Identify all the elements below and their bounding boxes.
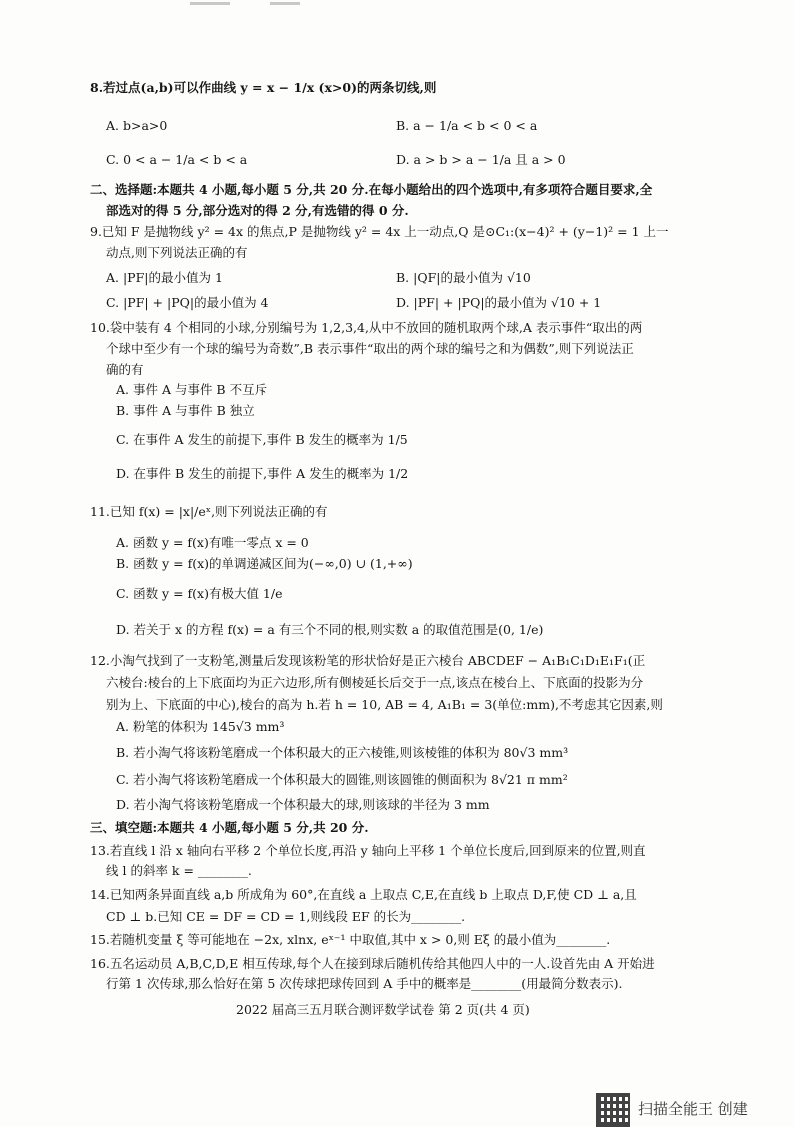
text-line: A. 事件 A 与事件 B 不互斥: [116, 382, 268, 397]
text-line: 8.若过点(a,b)可以作曲线 y = x − 1/x (x>0)的两条切线,则: [90, 80, 437, 95]
text-line: 确的有: [106, 362, 144, 377]
text-line: 行第 1 次传球,那么恰好在第 5 次传球把球传回到 A 手中的概率是________(用最简分数表示).: [106, 976, 623, 991]
text-line: A. b>a>0: [106, 118, 168, 133]
text-line: 13.若直线 l 沿 x 轴向右平移 2 个单位长度,再沿 y 轴向上平移 1 个单位长度后,回到原来的位置,则直: [90, 843, 646, 858]
text-line: 三、填空题:本题共 4 小题,每小题 5 分,共 20 分.: [90, 820, 369, 835]
text-line: 二、选择题:本题共 4 小题,每小题 5 分,共 20 分.在每小题给出的四个选项中,有多项符合题目要求,全: [90, 182, 653, 197]
text-line: 16.五名运动员 A,B,C,D,E 相互传球,每个人在接到球后随机传给其他四人中的一人.设首先由 A 开始进: [90, 956, 655, 971]
text-line: B. |QF|的最小值为 √10: [396, 270, 531, 285]
text-line: D. 若关于 x 的方程 f(x) = a 有三个不同的根,则实数 a 的取值范围是(0, 1/e): [116, 622, 544, 637]
text-line: C. 若小淘气将该粉笔磨成一个体积最大的圆锥,则该圆锥的侧面积为 8√21 π mm²: [116, 772, 568, 787]
text-line: A. 粉笔的体积为 145√3 mm³: [116, 719, 285, 734]
text-line: D. a > b > a − 1/a 且 a > 0: [396, 152, 566, 167]
text-line: C. |PF| + |PQ|的最小值为 4: [106, 295, 269, 310]
text-line: B. 函数 y = f(x)的单调递减区间为(−∞,0) ∪ (1,+∞): [116, 556, 413, 571]
text-line: A. |PF|的最小值为 1: [106, 270, 223, 285]
page-footer: 2022 届高三五月联合测评数学试卷 第 2 页(共 4 页): [236, 1002, 530, 1017]
text-line: C. 函数 y = f(x)有极大值 1/e: [116, 586, 283, 601]
text-line: 线 l 的斜率 k = ________.: [106, 863, 252, 878]
text-line: 9.已知 F 是抛物线 y² = 4x 的焦点,P 是抛物线 y² = 4x 上一动点,Q 是⊙C₁:(x−4)² + (y−1)² = 1 上一: [90, 224, 669, 239]
text-line: A. 函数 y = f(x)有唯一零点 x = 0: [116, 535, 309, 550]
text-line: D. 若小淘气将该粉笔磨成一个体积最大的球,则该球的半径为 3 mm: [116, 797, 490, 812]
text-line: 六棱台:棱台的上下底面均为正六边形,所有侧棱延长后交于一点,该点在棱台上、下底面的投影为分: [106, 675, 644, 690]
qr-code-icon: [596, 1093, 630, 1127]
text-line: 动点,则下列说法正确的有: [106, 245, 248, 260]
scanner-watermark: 扫描全能王 创建: [638, 1100, 748, 1118]
text-line: B. a − 1/a < b < 0 < a: [396, 118, 538, 133]
text-line: 11.已知 f(x) = |x|/eˣ,则下列说法正确的有: [90, 504, 328, 519]
text-line: 个球中至少有一个球的编号为奇数”,B 表示事件“取出的两个球的编号之和为偶数”,则下列说法正: [106, 341, 634, 356]
text-line: 别为上、下底面的中心),棱台的高为 h.若 h = 10, AB = 4, A₁B₁ = 3(单位:mm),不考虑其它因素,则: [106, 697, 663, 712]
text-line: D. |PF| + |PQ|的最小值为 √10 + 1: [396, 295, 602, 310]
text-line: 14.已知两条异面直线 a,b 所成角为 60°,在直线 a 上取点 C,E,在直线 b 上取点 D,F,使 CD ⊥ a,且: [90, 887, 637, 902]
text-line: 部选对的得 5 分,部分选对的得 2 分,有选错的得 0 分.: [106, 203, 409, 218]
text-line: CD ⊥ b.已知 CE = DF = CD = 1,则线段 EF 的长为________.: [106, 909, 466, 924]
text-line: 10.袋中装有 4 个相同的小球,分别编号为 1,2,3,4,从中不放回的随机取两个球,A 表示事件“取出的两: [90, 320, 643, 335]
text-line: 12.小淘气找到了一支粉笔,测量后发现该粉笔的形状恰好是正六棱台 ABCDEF − A₁B₁C₁D₁E₁F₁(正: [90, 653, 646, 668]
text-line: C. 在事件 A 发生的前提下,事件 B 发生的概率为 1/5: [116, 432, 408, 447]
text-line: C. 0 < a − 1/a < b < a: [106, 152, 248, 167]
text-line: B. 事件 A 与事件 B 独立: [116, 403, 255, 418]
text-line: D. 在事件 B 发生的前提下,事件 A 发生的概率为 1/2: [116, 466, 409, 481]
text-line: 15.若随机变量 ξ 等可能地在 −2x, xlnx, eˣ⁻¹ 中取值,其中 x > 0,则 Eξ 的最小值为________.: [90, 932, 611, 947]
text-line: B. 若小淘气将该粉笔磨成一个体积最大的正六棱锥,则该棱锥的体积为 80√3 mm³: [116, 745, 569, 760]
